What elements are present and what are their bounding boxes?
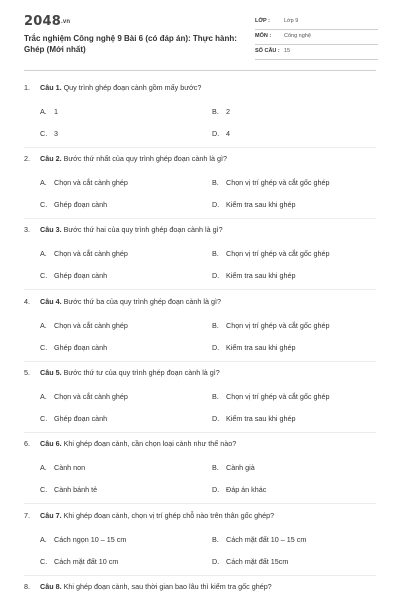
option-letter: C. (40, 414, 48, 423)
option-letter: D. (212, 343, 220, 352)
logo-main: 2048 (24, 14, 61, 29)
meta-value: Công nghệ (284, 33, 311, 39)
option-d[interactable] (212, 557, 288, 566)
question-body: Bước thứ hai của quy trình ghép đoạn cành là gì? (63, 225, 223, 234)
option-text: Chọn và cắt cành ghép (54, 392, 128, 401)
option-a[interactable] (40, 535, 126, 544)
question-body: Khi ghép đoạn cành, chọn vị trí ghép chỗ nào trên thân gốc ghép? (63, 511, 275, 520)
option-a[interactable] (40, 463, 85, 472)
option-text: 1 (54, 107, 58, 116)
option-d[interactable] (212, 343, 296, 352)
option-b[interactable] (212, 178, 330, 187)
meta-row-count (255, 45, 378, 60)
question-number: 3. (24, 225, 30, 234)
question-label: Câu 8. (40, 582, 62, 591)
question-body: Bước thứ tư của quy trình ghép đoạn cành là gì? (63, 368, 220, 377)
question-7 (0, 511, 400, 581)
option-text: Kiểm tra sau khi ghép (226, 414, 296, 423)
question-number: 8. (24, 582, 30, 591)
option-a[interactable] (40, 249, 128, 258)
option-letter: D. (212, 129, 220, 138)
option-b[interactable] (212, 392, 330, 401)
question-divider (24, 147, 376, 148)
option-letter: C. (40, 129, 48, 138)
option-text: Chọn vị trí ghép và cắt gốc ghép (226, 392, 330, 401)
option-c[interactable] (40, 414, 107, 423)
option-a[interactable] (40, 392, 128, 401)
meta-label: LỚP : (255, 18, 270, 24)
question-4 (0, 297, 400, 367)
question-divider (24, 575, 376, 576)
option-b[interactable] (212, 249, 330, 258)
option-letter: B. (212, 535, 219, 544)
option-d[interactable] (212, 129, 230, 138)
question-text (24, 582, 384, 591)
option-letter: A. (40, 249, 47, 258)
option-b[interactable] (212, 321, 330, 330)
option-text: 4 (226, 129, 230, 138)
question-8 (0, 582, 400, 600)
option-a[interactable] (40, 321, 128, 330)
question-number: 5. (24, 368, 30, 377)
question-text (24, 511, 384, 520)
option-letter: A. (40, 107, 47, 116)
question-number: 6. (24, 439, 30, 448)
option-text: Cách mặt đất 15cm (226, 557, 289, 566)
option-d[interactable] (212, 414, 296, 423)
option-letter: C. (40, 271, 48, 280)
question-1 (0, 83, 400, 153)
option-letter: B. (212, 392, 219, 401)
question-label: Câu 7. (40, 511, 62, 520)
question-body: Khi ghép đoạn cành, cần chọn loại cành như thế nào? (63, 439, 237, 448)
question-divider (24, 218, 376, 219)
option-letter: D. (212, 485, 220, 494)
option-letter: C. (40, 485, 48, 494)
option-b[interactable] (212, 535, 306, 544)
header-divider (24, 70, 376, 71)
question-label: Câu 4. (40, 297, 62, 306)
option-c[interactable] (40, 129, 58, 138)
option-text: Kiểm tra sau khi ghép (226, 200, 296, 209)
option-text: Ghép đoạn cành (54, 343, 108, 352)
question-number: 1. (24, 83, 30, 92)
question-text (24, 297, 384, 306)
option-letter: B. (212, 178, 219, 187)
option-text: Ghép đoạn cành (54, 414, 108, 423)
question-text (24, 225, 384, 234)
option-letter: A. (40, 321, 47, 330)
question-text (24, 154, 384, 163)
meta-value: 15 (284, 48, 291, 54)
question-label: Câu 5. (40, 368, 62, 377)
option-letter: A. (40, 178, 47, 187)
option-text: Chọn và cắt cành ghép (54, 178, 128, 187)
option-text: Chọn vị trí ghép và cắt gốc ghép (226, 321, 330, 330)
option-text: 2 (226, 107, 230, 116)
question-divider (24, 432, 376, 433)
option-letter: C. (40, 200, 48, 209)
question-6 (0, 439, 400, 509)
question-divider (24, 361, 376, 362)
option-letter: B. (212, 321, 219, 330)
option-d[interactable] (212, 200, 296, 209)
question-number: 7. (24, 511, 30, 520)
question-text (24, 368, 384, 377)
option-letter: C. (40, 343, 48, 352)
option-c[interactable] (40, 557, 118, 566)
option-c[interactable] (40, 271, 107, 280)
logo-suffix: .vn (60, 19, 71, 25)
page-title: Trắc nghiệm Công nghệ 9 Bài 6 (có đáp án): Thực hành: Ghép (Mới nhất) (24, 34, 237, 54)
meta-value: Lớp 9 (284, 18, 299, 24)
option-letter: D. (212, 414, 220, 423)
option-letter: B. (212, 463, 219, 472)
option-text: Cành non (54, 463, 86, 472)
question-divider (24, 289, 376, 290)
option-text: Cách ngọn 10 – 15 cm (54, 535, 127, 544)
option-letter: B. (212, 249, 219, 258)
question-number: 2. (24, 154, 30, 163)
option-text: 3 (54, 129, 58, 138)
option-letter: D. (212, 200, 220, 209)
header (0, 0, 400, 70)
meta-label: SỐ CÂU : (255, 48, 280, 54)
option-letter: A. (40, 463, 47, 472)
option-letter: D. (212, 271, 220, 280)
question-label: Câu 1. (40, 83, 62, 92)
option-a[interactable] (40, 178, 128, 187)
option-text: Kiểm tra sau khi ghép (226, 271, 296, 280)
option-text: Cành già (226, 463, 255, 472)
option-text: Chọn vị trí ghép và cắt gốc ghép (226, 249, 330, 258)
question-5 (0, 368, 400, 438)
option-c[interactable] (40, 343, 107, 352)
option-text: Cách mặt đất 10 – 15 cm (226, 535, 307, 544)
option-d[interactable] (212, 271, 296, 280)
meta-row-class (255, 15, 378, 30)
question-body: Khi ghép đoạn cành, sau thời gian bao lâu thì kiểm tra gốc ghép? (63, 582, 272, 591)
option-letter: D. (212, 557, 220, 566)
question-2 (0, 154, 400, 224)
option-text: Chọn và cắt cành ghép (54, 249, 128, 258)
option-c[interactable] (40, 200, 107, 209)
option-letter: B. (212, 107, 219, 116)
option-text: Kiểm tra sau khi ghép (226, 343, 296, 352)
site-logo[interactable] (24, 13, 70, 29)
question-body: Bước thứ ba của quy trình ghép đoạn cành là gì? (63, 297, 221, 306)
question-3 (0, 225, 400, 295)
option-d[interactable] (212, 485, 266, 494)
option-text: Cách mặt đất 10 cm (54, 557, 119, 566)
option-b[interactable] (212, 107, 230, 116)
option-text: Đáp án khác (226, 485, 267, 494)
option-text: Chọn và cắt cành ghép (54, 321, 128, 330)
question-body: Quy trình ghép đoạn cành gồm mấy bước? (63, 83, 202, 92)
question-label: Câu 2. (40, 154, 62, 163)
option-text: Cành bánh tẻ (54, 485, 98, 494)
option-letter: C. (40, 557, 48, 566)
question-divider (24, 503, 376, 504)
option-c[interactable] (40, 485, 97, 494)
option-text: Ghép đoạn cành (54, 200, 108, 209)
option-letter: A. (40, 392, 47, 401)
question-label: Câu 3. (40, 225, 62, 234)
question-number: 4. (24, 297, 30, 306)
option-letter: A. (40, 535, 47, 544)
meta-row-subject (255, 30, 378, 45)
option-text: Chọn vị trí ghép và cắt gốc ghép (226, 178, 330, 187)
question-label: Câu 6. (40, 439, 62, 448)
question-text (24, 439, 384, 448)
question-text (24, 83, 384, 92)
option-text: Ghép đoạn cành (54, 271, 108, 280)
option-a[interactable] (40, 107, 58, 116)
option-b[interactable] (212, 463, 255, 472)
meta-label: MÔN : (255, 33, 272, 39)
question-body: Bước thứ nhất của quy trình ghép đoạn cành là gì? (63, 154, 227, 163)
